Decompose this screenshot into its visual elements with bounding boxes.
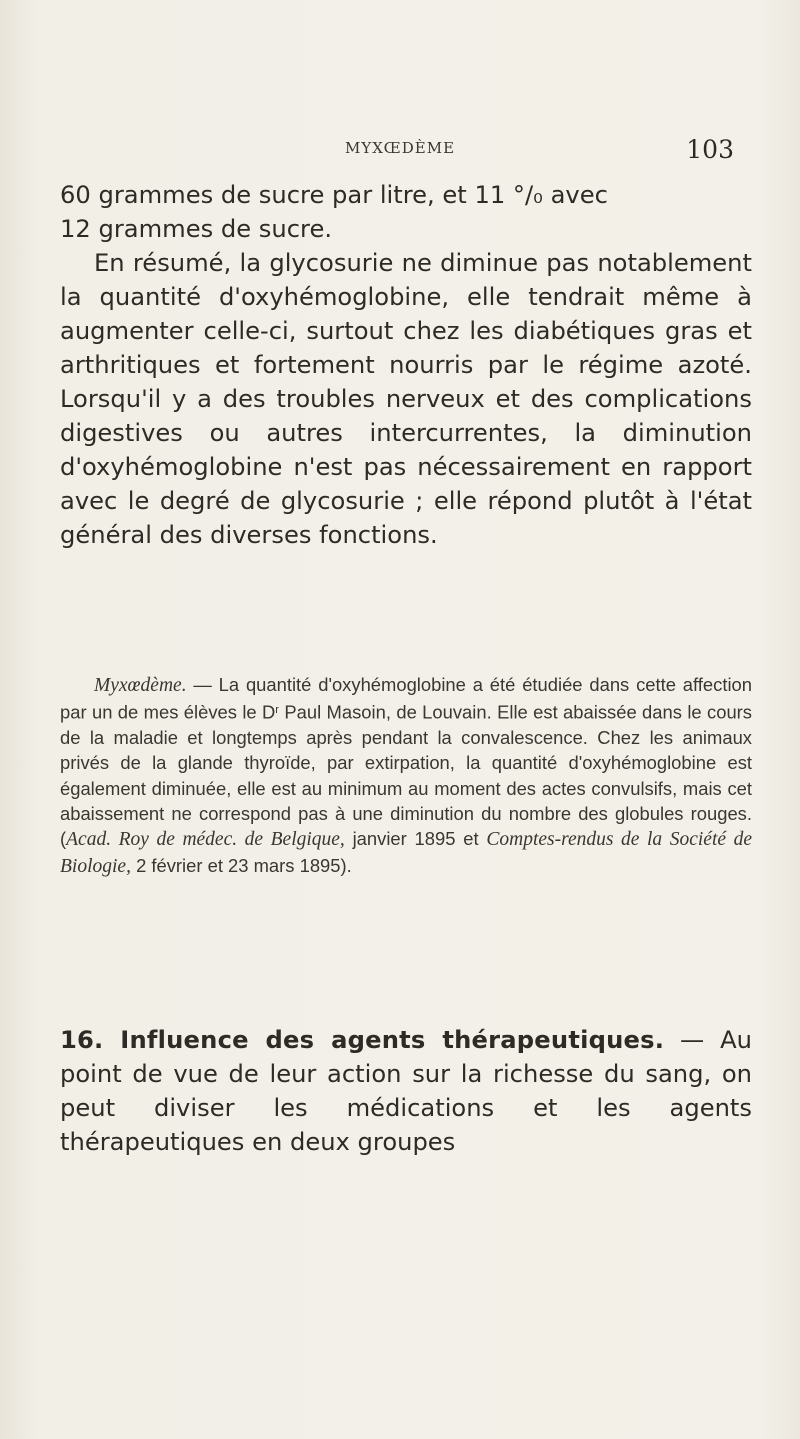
note-text-4: 2 février et 23 mars 1895).	[130, 854, 352, 876]
page-number: 103	[686, 135, 734, 164]
note-reference-2: Comptes-rendus de la Société de Biologie,	[60, 829, 752, 877]
note-superscript: r	[275, 704, 279, 717]
main-text	[60, 178, 752, 552]
running-head: MYXŒDÈME	[345, 139, 456, 157]
note-text-1: — La quantité d'oxyhémoglobine a été étudiée dans cette affection par un de mes élèves le D	[60, 674, 752, 723]
paragraph-summary: En résumé, la glycosurie ne diminue pas notablement la quantité d'oxyhémoglobine, elle tendrait même à augmenter celle-ci, surtout chez les diabétiques gras et arthritiques et fortement nourris par le régime azoté. Lorsqu'il y a des troubles nerveux et des complications digestives ou autres intercurrentes, la diminution d'oxyhémoglobine n'est pas nécessairement en rapport avec le degré de glycosurie ; elle répond plutôt à l'état général des diverses fonctions.	[60, 249, 752, 549]
para1-line2: 12 grammes de sucre.	[60, 215, 333, 243]
page-header	[60, 135, 740, 167]
note-reference-1: Acad. Roy de médec. de Belgique,	[66, 829, 345, 851]
note-myxoedeme	[60, 672, 752, 879]
para1-line1: 60 grammes de sucre par litre, et 11 °/₀ avec	[60, 181, 608, 209]
paragraph-continuation	[60, 178, 752, 246]
section-title: 16. Influence des agents thérapeutiques.	[60, 1026, 665, 1054]
note-lead: Myxœdème.	[94, 675, 187, 696]
section-text: — Au point de vue de leur action sur la richesse du sang, on peut diviser les médications et les agents thérapeutiques en deux groupes	[60, 1026, 752, 1156]
section-16	[60, 1023, 752, 1159]
note-text-2: Paul Masoin, de Louvain. Elle est abaissée dans le cours de la maladie et longtemps après pendant la convalescence. Chez les animaux privés de la glande thyroïde, par extirpation, la quantité d'oxyhémoglobine est également diminuée, elle est au minimum au moment des actes convulsifs, mais cet abaissement ne correspond pas à une diminution du nombre des globules rouges. (	[60, 701, 752, 850]
note-text-3: janvier 1895 et	[344, 828, 487, 850]
